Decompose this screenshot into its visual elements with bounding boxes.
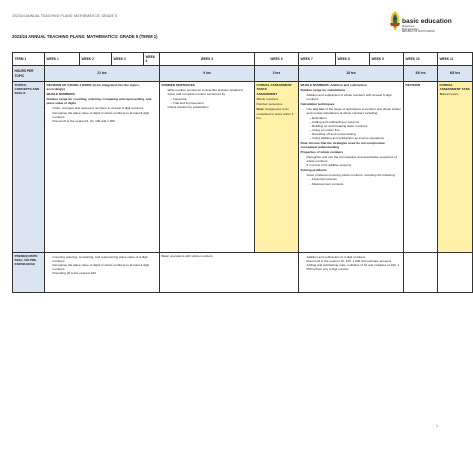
c4-props: Properties of whole numbers [300,149,344,154]
list-item: • Rounding off to the nearest 100 [53,271,158,275]
week-cell-11: WEEK 11 [438,53,473,66]
topics-whole-numbers-revision [45,82,160,253]
c4-heading: WHOLE NUMBERS: Addition and subtraction [300,83,367,87]
c3-line-2: Number sentences [256,102,283,107]
week-cell-9: WEEK 9 [370,53,404,66]
document-title: 2023/24 ANNUAL TEACHING PLANS: MATHEMATICS: GRADE 5 (TERM 1) [12,34,158,39]
hours-weeks-1-4: 21 hrs [45,66,160,82]
list-item: • Recognise and use the commutative and associative properties of whole numbers [307,155,402,163]
week-cell-term: TERM 1 [13,53,45,66]
sub-list-item: – Using a number line [313,128,402,132]
logo-line-1: Department: [402,26,415,28]
list-item: • Recognise the place value of digits in whole numbers to at least 4-digit numbers [53,263,158,271]
list-item-emphasis: any two [312,106,325,111]
c1-heading: REVISION OF GRADE 4 WORK (to be integrated into the topics, accordingly) [46,83,140,92]
c1-list [47,106,158,122]
week-cell-4: WEEK 4 [144,53,160,66]
hours-row [13,66,473,82]
c3-heading: FORMAL ASSESSMENT TASKS [256,83,292,92]
c2-list [162,88,253,109]
list-item: • Round off to the nearest 5, 10, 100 and 1 000 [53,119,158,123]
hours-week-6: 3 hrs [255,66,299,82]
logo-line-3: REPUBLIC OF SOUTH AFRICA [402,31,435,34]
hours-weeks-7-9: 18 hrs [299,66,404,82]
c6-post: all topics [445,92,459,97]
prereq-weeks-1-4 [45,253,160,293]
list-item [168,92,253,105]
list-item [307,107,402,140]
list-item-text: Solve and complete number sentences by [167,92,226,97]
c3-sub: ASSIGNMENT [256,92,278,97]
week-cell-8: WEEK 8 [336,53,370,66]
prereq-weeks-7-9 [299,253,404,293]
sub-list-item: – Measurement contexts [313,182,402,186]
c1-intro: Number range for counting, ordering, comparing and representing, and place value of digits [46,97,152,106]
c4-calc: Calculation techniques [300,101,335,106]
c4-note: Note: Ensure that the strategies used do not compromise conceptual understanding [300,140,385,149]
list-item: • Round off to the nearest 10, 100, 1 000 and estimate answers [307,259,402,263]
week-cell-2: WEEK 2 [80,53,112,66]
c4-solving: Solving problems [300,167,327,172]
sub-list-item: – Building up and breaking down numbers [313,124,402,128]
sub-list-item: – Rounding off and compensating [313,132,402,136]
topics-row [13,82,473,253]
sub-list-item: – Adding and subtracting in columns [313,120,402,124]
list-item: • Counting ordering, comparing, and representing place value of 4-digit numbers [53,255,158,263]
prereq-weeks-5-6: Basic operations with whole numbers [160,253,299,293]
revision-label: REVISION [405,83,421,87]
page-number: 1 [436,424,438,428]
week-cell-6: WEEK 6 [255,53,299,66]
prerequisite-row [13,253,473,293]
c6-heading: FORMAL ASSESSMENT TASK [439,83,470,92]
hours-label: HOURS PER TOPIC [13,66,45,82]
teaching-plan-table [12,52,473,293]
list-item-text: Solve problems involving whole numbers, including the following: [306,172,396,177]
list-item: • Recognise the place value of digits in whole numbers to at least 6-digit numbers [53,111,158,119]
topics-formal-assessment-test [438,82,473,253]
c4-range: Number range for calculations [300,88,346,93]
list-item: • Addition and subtraction of whole numbers with at least 5-digit numbers [307,93,402,101]
hours-week-10: 3/6 hrs [404,66,438,82]
week-cell-3: WEEK 3 [112,53,144,66]
list-item-text: Use [306,106,313,111]
c3-line-1: Whole numbers [256,97,279,102]
sub-list-item: – Financial contexts [313,177,402,181]
hours-week-11: 6/3 hrs [438,66,473,82]
list-item: • Order, compare and represent numbers to at least 6-digit numbers [53,106,158,110]
week-cell-5: WEEK 5 [160,53,255,66]
prereq-week-11 [438,253,473,293]
list-item: • Write number sentences to describe problem situations [168,88,253,92]
list-item: • Adding and subtracting units, multiples of 10 and multiples of 100, 1 000 to/from any 4-digit number [307,263,402,271]
department-logo [388,8,452,38]
topics-label: TOPICS, CONCEPTS AND SKILLS [13,82,45,253]
sub-list-item: – Estimation [313,116,402,120]
week-cell-7: WEEK 7 [299,53,336,66]
coat-of-arms-icon [388,10,402,32]
topics-revision [404,82,438,253]
c3-note: Assignment to be completed in class within 3 hrs [256,107,294,120]
c2-heading: NUMBER SENTENCES [161,83,195,87]
list-item: • Check solution by substitution [168,105,253,109]
sub-list-item: – Trial and improvement [174,101,253,105]
c1-sub: WHOLE NUMBERS: [46,92,76,97]
c3-note-label: Note: [256,107,265,112]
hours-week-5: 9 hrs [160,66,255,82]
prereq-label: PREREQUISITE SKILL OR PRE-KNOWLEDGE [13,253,45,293]
topics-addition-subtraction [299,82,404,253]
topics-formal-assessment-assignment [255,82,299,253]
c6-sub: Test [439,92,446,97]
sub-list-item: – Using addition and subtraction as inverse operations [313,136,402,140]
topics-number-sentences [160,82,255,253]
week-cell-1: WEEK 1 [45,53,80,66]
sub-list-item: – Inspection [174,97,253,101]
running-header: 2023/24 ANNUAL TEACHING PLANS: MATHEMATICS: GRADE 5 [12,14,118,18]
list-item-text: of the range of techniques to perform and check written and mental calculations of whole numbers including: [306,106,401,116]
logo-wordmark: basic education [402,18,452,25]
list-item [307,173,402,186]
week-cell-10: WEEK 10 [404,53,438,66]
list-item: • 0 in terms of its additive property [307,163,402,167]
week-header-row [13,53,473,66]
logo-line-2: Basic Education [402,28,419,31]
list-item: • Addition and subtraction of 4-digit numbers [307,255,402,259]
prereq-week-10 [404,253,438,293]
